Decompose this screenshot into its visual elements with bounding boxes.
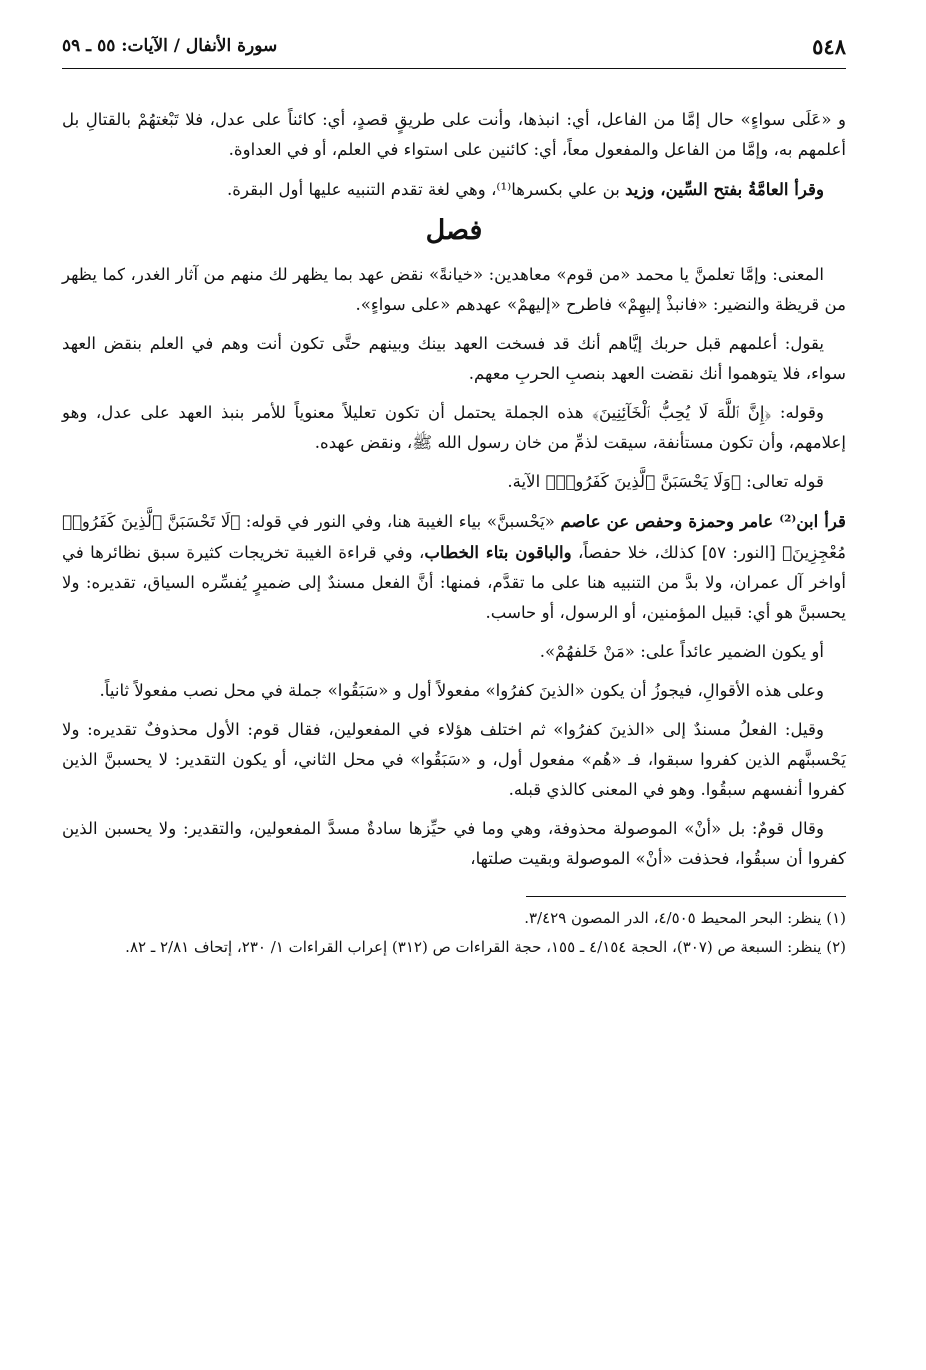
paragraph-7 <box>62 506 846 628</box>
paragraph-10: وقيل: الفعلُ مسندٌ إلى «الذينَ كفرُوا» ثم اختلف هؤلاء في المفعولين، فقال قوم: الأول محذوفٌ تقديره: ولا يَحْسبنَّهم الذين كفروا سبقوا، فـ «هُم» مفعول أول، و «سَبَقُوا» في محل الثاني، أو يكون التقدير: لا يحسبنَّ الذين كفروا أنفسهم سبقُوا. وهو في المعنى كالذي قبله. <box>62 720 846 799</box>
section-heading: فصل <box>425 215 483 246</box>
paragraph-9: وعلى هذه الأقوالِ، فيجوزُ أن يكون «الذينَ كفرُوا» مفعولاً أول و «سَبَقُوا» جملة في محل نصب مفعولاً ثانياً. <box>99 681 824 700</box>
paragraph-6: قوله تعالى: ﴿وَلَا يَحْسَبَنَّ ٱلَّذِينَ كَفَرُوا۟﴾ الآية. <box>507 472 824 491</box>
page-header <box>62 28 846 69</box>
paragraph-5: وقوله: ﴿إِنَّ ٱللَّهَ لَا يُحِبُّ ٱلْخَآئِنِينَ﴾ هذه الجملة يحتمل أن تكون تعليلاً معنوياً للأمر بنبذ العهد على عدل، وهو إعلامهم، وأن تكون مستأنفة، سيقت لذمِّ من خان رسول الله ﷺ، ونقض عهده. <box>62 403 846 452</box>
document-page <box>62 28 846 1348</box>
footnote-1: (١) ينظر: البحر المحيط ٤/٥٠٥، الدر المصون ٣/٤٢٩. <box>524 909 846 927</box>
paragraph-7-text-2: ، وفي قراءة الغيبة تخريجات كثيرة سبق نظائرها في أواخر آل عمران، ولا بدَّ من التنبيه هنا على ما تقدَّم، فمنها: أنَّ الفعل مسندٌ إلى ضميرٍ يُفسِّره السياق، تقديره: ولا يحسبنَّ هو أي: قبيل المؤمنين، أو الرسول، أو حاسب. <box>62 543 846 622</box>
running-title: سورة الأنفال / الآيات: ٥٥ ـ ٥٩ <box>62 36 278 56</box>
footnote-divider <box>526 896 846 897</box>
paragraph-3: المعنى: وإمَّا تعلمنَّ يا محمد «من قوم» معاهدين: «خيانةً» نقض عهد بما يظهر لك منهم من آثار الغدر، كما يظهر من قريظة والنضير: «فانبذْ إليهِمْ» فاطرح «إليهمْ» عهدهم «على سواءٍ». <box>62 265 846 314</box>
page-body <box>62 105 846 961</box>
paragraph-2-text: بن علي بكسرها⁽¹⁾، وهي لغة تقدم التنبيه عليها أول البقرة. <box>227 180 626 199</box>
paragraph-7-bold-1: قرأ ابن⁽²⁾ عامر وحمزة وحفص عن عاصم <box>560 511 846 531</box>
paragraph-7-text-1: «يَحْسبنَّ» بياء الغيبة هنا، وفي النور في قوله: ﴿لَا تَحْسَبَنَّ ٱلَّذِينَ كَفَرُوا۟ مُعْجِزِينَ﴾ [النور: ٥٧] كذلك، خلا حفصاً، <box>62 512 846 562</box>
paragraph-11: وقال قومٌ: بل «أنْ» الموصولة محذوفة، وهي وما في حيِّزها سادةٌ مسدَّ المفعولين، والتقدير: ولا يحسبن الذين كفروا أن سبقُوا، فحذفت «أنْ» الموصولة وبقيت صلتها، <box>62 819 846 868</box>
footnote-2: (٢) ينظر: السبعة ص (٣٠٧)، الحجة ٤/١٥٤ ـ ١٥٥، حجة القراءات ص (٣١٢) إعراب القراءات ١/ ٢٣٠، إتحاف ٢/٨١ ـ ٨٢. <box>125 938 846 956</box>
paragraph-2 <box>62 174 846 205</box>
paragraph-7-bold-2: والباقون بتاء الخطاب <box>424 542 572 562</box>
paragraph-1: و «عَلَى سواءٍ» حال إمَّا من الفاعل، أي: انبذها، وأنت على طريقٍ قصدٍ، أي: كائناً على عدل، فلا تَبْغتهُمْ بالقتالِ بل أعلمهم به، وإمَّا من الفاعل والمفعول معاً، أي: كائنين على استواء في العلم، أو في العداوة. <box>62 110 846 159</box>
paragraph-4: يقول: أعلمهم قبل حربك إيَّاهم أنك قد فسخت العهد بينك وبينهم حتَّى تكون أنت وهم في العلم بنقض العهد سواء، فلا يتوهموا أنك نقضت العهد بنصبِ الحربِ معهم. <box>62 334 846 383</box>
page-number: ٥٤٨ <box>812 34 846 59</box>
paragraph-8: أو يكون الضمير عائداً على: «مَنْ خَلفهُمْ». <box>539 642 824 661</box>
paragraph-2-bold: وقرأ العامَّةُ بفتح السِّين، وزيد <box>625 179 824 199</box>
